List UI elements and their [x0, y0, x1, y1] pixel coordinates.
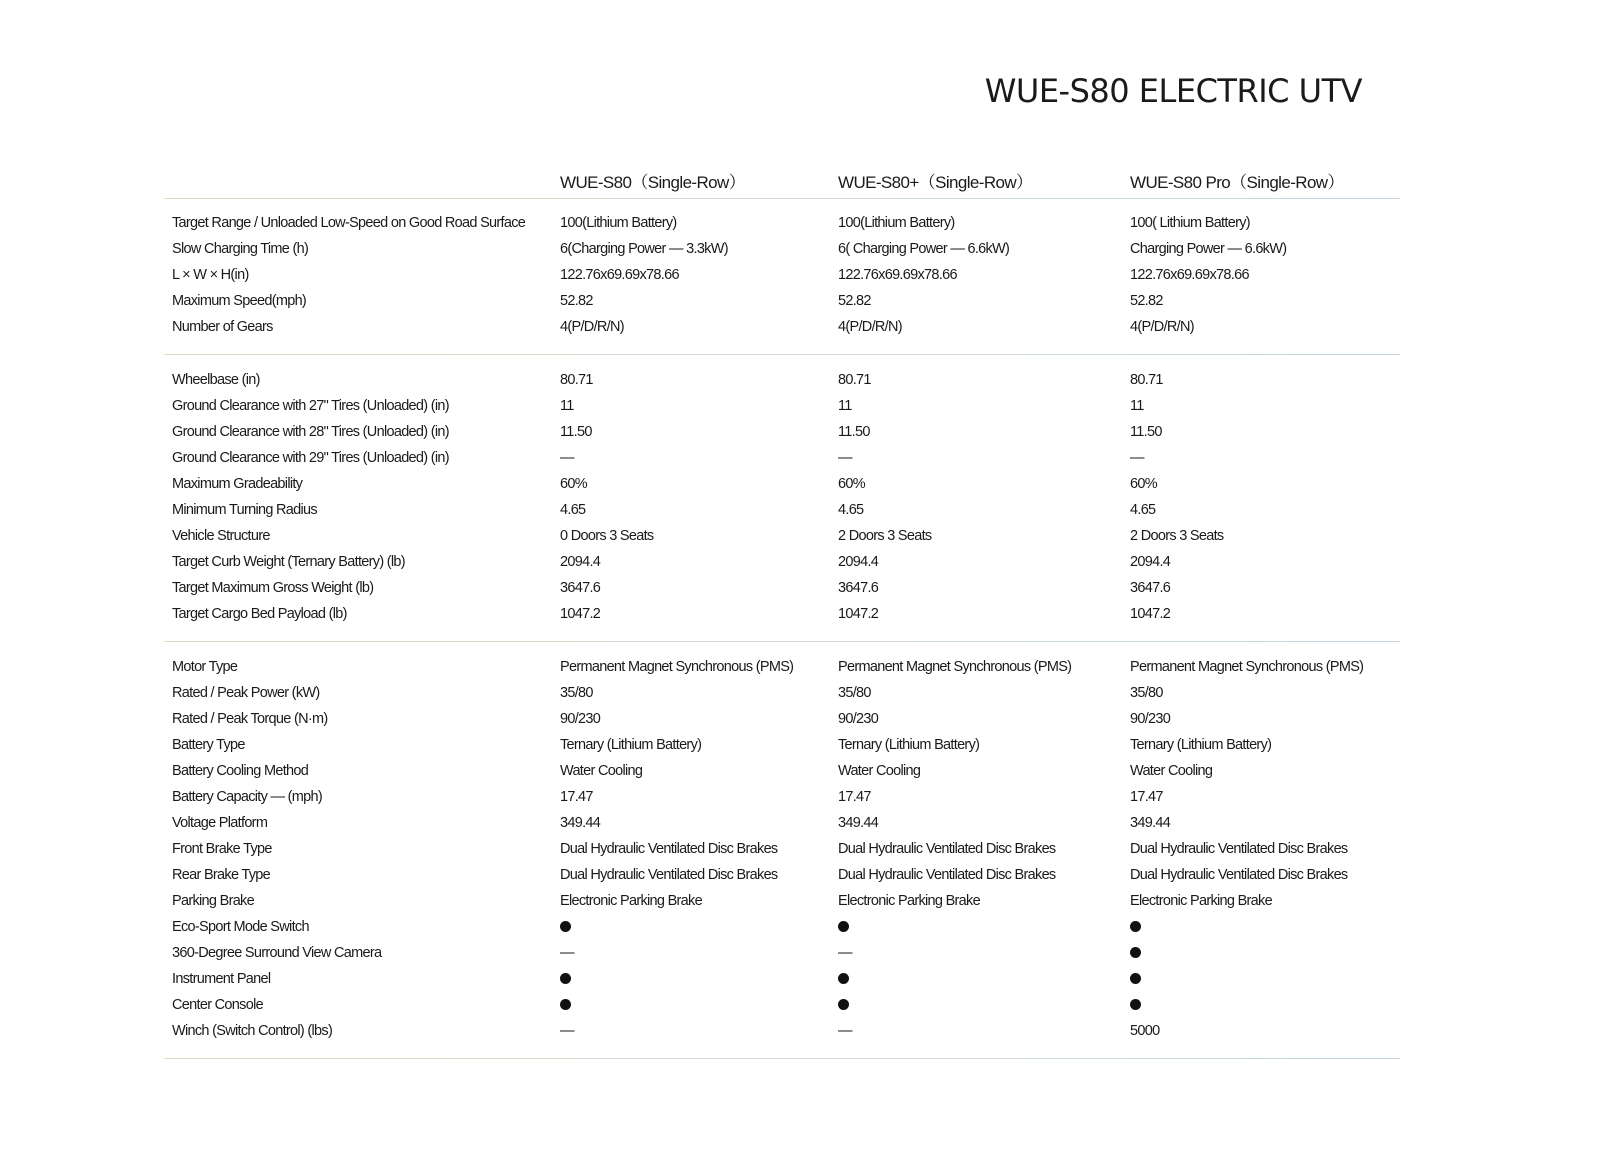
- spec-label: Target Range / Unloaded Low-Speed on Good Road Surface: [172, 215, 526, 231]
- spec-value: 6(Charging Power — 3.3kW): [560, 241, 728, 257]
- spec-value: Dual Hydraulic Ventilated Disc Brakes: [560, 867, 778, 883]
- spec-label: Parking Brake: [172, 893, 254, 909]
- spec-value: Ternary (Lithium Battery): [1130, 737, 1272, 753]
- spec-label: L × W × H(in): [172, 267, 249, 283]
- spec-label: Winch (Switch Control) (lbs): [172, 1023, 333, 1039]
- spec-value: 90/230: [1130, 711, 1171, 727]
- spec-value: Ternary (Lithium Battery): [838, 737, 980, 753]
- spec-value: 11.50: [838, 424, 870, 440]
- spec-value: Water Cooling: [1130, 763, 1213, 779]
- table-row: [168, 446, 1400, 472]
- table-row: [168, 394, 1400, 420]
- spec-value: 52.82: [1130, 293, 1163, 309]
- table-row: [168, 472, 1400, 498]
- spec-label: Number of Gears: [172, 319, 273, 335]
- spec-value: 4.65: [560, 502, 586, 518]
- table-row: [168, 289, 1400, 315]
- feature-dot-icon: [838, 999, 849, 1010]
- spec-value: Permanent Magnet Synchronous (PMS): [838, 659, 1072, 675]
- spec-section: [168, 642, 1400, 1058]
- spec-section: [168, 199, 1400, 354]
- spec-value: 80.71: [1130, 372, 1163, 388]
- spec-label: Battery Cooling Method: [172, 763, 309, 779]
- spec-label: Minimum Turning Radius: [172, 502, 317, 518]
- spec-label: Slow Charging Time (h): [172, 241, 309, 257]
- spec-value: Ternary (Lithium Battery): [560, 737, 702, 753]
- spec-label: Maximum Speed(mph): [172, 293, 307, 309]
- spec-value: 122.76x69.69x78.66: [560, 267, 679, 283]
- table-row: [168, 655, 1400, 681]
- table-row: [168, 211, 1400, 237]
- spec-label: Rated / Peak Power (kW): [172, 685, 320, 701]
- table-row: [168, 863, 1400, 889]
- spec-value: 122.76x69.69x78.66: [1130, 267, 1249, 283]
- spec-label: Rear Brake Type: [172, 867, 271, 883]
- spec-value: 349.44: [1130, 815, 1171, 831]
- spec-label: Target Cargo Bed Payload (lb): [172, 606, 347, 622]
- spec-value: 100( Lithium Battery): [1130, 215, 1250, 231]
- spec-value: Electronic Parking Brake: [1130, 893, 1272, 909]
- spec-value: Dual Hydraulic Ventilated Disc Brakes: [838, 841, 1056, 857]
- feature-dot-icon: [1130, 947, 1141, 958]
- spec-value: 52.82: [560, 293, 593, 309]
- spec-label: Instrument Panel: [172, 971, 271, 987]
- column-header-s80: WUE-S80（Single-Row）: [560, 173, 746, 192]
- spec-value: 90/230: [838, 711, 879, 727]
- table-row: [168, 967, 1400, 993]
- spec-value: 100(Lithium Battery): [560, 215, 677, 231]
- spec-value: [560, 970, 571, 989]
- spec-value: —: [838, 945, 852, 961]
- table-row: [168, 263, 1400, 289]
- table-row: [168, 524, 1400, 550]
- spec-value: 2094.4: [838, 554, 879, 570]
- spec-value: 80.71: [838, 372, 871, 388]
- spec-value: 4.65: [838, 502, 864, 518]
- table-row: [168, 733, 1400, 759]
- spec-value: [560, 918, 571, 937]
- spec-value: 17.47: [560, 789, 593, 805]
- spec-value: Dual Hydraulic Ventilated Disc Brakes: [1130, 841, 1348, 857]
- spec-label: Target Maximum Gross Weight (lb): [172, 580, 374, 596]
- spec-label: Front Brake Type: [172, 841, 272, 857]
- table-body: [168, 199, 1400, 1059]
- spec-value: [1130, 944, 1141, 963]
- spec-value: [1130, 996, 1141, 1015]
- spec-value: 35/80: [838, 685, 871, 701]
- table-row: [168, 889, 1400, 915]
- spec-value: 4(P/D/R/N): [838, 319, 902, 335]
- table-row: [168, 941, 1400, 967]
- spec-value: 4(P/D/R/N): [1130, 319, 1194, 335]
- column-header-s80-pro: WUE-S80 Pro（Single-Row）: [1130, 173, 1344, 192]
- spec-value: 349.44: [838, 815, 879, 831]
- spec-value: Permanent Magnet Synchronous (PMS): [560, 659, 794, 675]
- spec-value: Electronic Parking Brake: [838, 893, 980, 909]
- spec-label: Motor Type: [172, 659, 238, 675]
- spec-value: 17.47: [838, 789, 871, 805]
- table-row: [168, 837, 1400, 863]
- feature-dot-icon: [838, 973, 849, 984]
- spec-value: Permanent Magnet Synchronous (PMS): [1130, 659, 1364, 675]
- feature-dot-icon: [560, 999, 571, 1010]
- spec-value: 349.44: [560, 815, 601, 831]
- spec-label: Battery Capacity — (mph): [172, 789, 322, 805]
- table-row: [168, 993, 1400, 1019]
- table-row: [168, 681, 1400, 707]
- page-title: WUE-S80 ELECTRIC UTV: [984, 72, 1362, 110]
- feature-dot-icon: [1130, 973, 1141, 984]
- spec-value: 3647.6: [1130, 580, 1171, 596]
- table-row: [168, 1019, 1400, 1045]
- spec-value: [838, 918, 849, 937]
- spec-value: —: [838, 1023, 852, 1039]
- spec-label: 360-Degree Surround View Camera: [172, 945, 382, 961]
- feature-dot-icon: [1130, 999, 1141, 1010]
- spec-value: —: [560, 450, 574, 466]
- spec-label: Maximum Gradeability: [172, 476, 303, 492]
- spec-value: 4.65: [1130, 502, 1156, 518]
- spec-value: Water Cooling: [838, 763, 921, 779]
- spec-label: Ground Clearance with 27" Tires (Unloaded) (in): [172, 398, 449, 414]
- spec-value: 5000: [1130, 1023, 1160, 1039]
- spec-section: [168, 355, 1400, 641]
- spec-value: [1130, 918, 1141, 937]
- spec-value: 4(P/D/R/N): [560, 319, 624, 335]
- spec-value: 1047.2: [838, 606, 879, 622]
- spec-label: Battery Type: [172, 737, 245, 753]
- spec-value: 11.50: [1130, 424, 1162, 440]
- spec-value: 2 Doors 3 Seats: [1130, 528, 1224, 544]
- spec-value: 35/80: [560, 685, 593, 701]
- spec-value: 2 Doors 3 Seats: [838, 528, 932, 544]
- table-row: [168, 550, 1400, 576]
- spec-value: 17.47: [1130, 789, 1163, 805]
- spec-value: —: [560, 1023, 574, 1039]
- spec-label: Wheelbase (in): [172, 372, 260, 388]
- spec-table: [168, 160, 1400, 1059]
- spec-label: Target Curb Weight (Ternary Battery) (lb): [172, 554, 405, 570]
- table-row: [168, 811, 1400, 837]
- spec-value: 60%: [560, 476, 587, 492]
- spec-value: 90/230: [560, 711, 601, 727]
- feature-dot-icon: [1130, 921, 1141, 932]
- spec-value: [560, 996, 571, 1015]
- column-header-s80-plus: WUE-S80+（Single-Row）: [838, 173, 1033, 192]
- spec-value: 122.76x69.69x78.66: [838, 267, 957, 283]
- table-row: [168, 915, 1400, 941]
- spec-value: 35/80: [1130, 685, 1163, 701]
- table-row: [168, 368, 1400, 394]
- spec-value: 1047.2: [1130, 606, 1171, 622]
- table-row: [168, 785, 1400, 811]
- table-row: [168, 602, 1400, 628]
- spec-value: 11: [1130, 398, 1144, 414]
- spec-value: [838, 970, 849, 989]
- spec-value: 52.82: [838, 293, 871, 309]
- table-row: [168, 237, 1400, 263]
- spec-value: 80.71: [560, 372, 593, 388]
- spec-label: Voltage Platform: [172, 815, 268, 831]
- spec-value: Dual Hydraulic Ventilated Disc Brakes: [1130, 867, 1348, 883]
- spec-value: —: [560, 945, 574, 961]
- table-row: [168, 498, 1400, 524]
- spec-label: Ground Clearance with 29" Tires (Unloaded) (in): [172, 450, 449, 466]
- spec-value: 11: [838, 398, 852, 414]
- spec-label: Center Console: [172, 997, 263, 1013]
- feature-dot-icon: [560, 921, 571, 932]
- spec-value: 11: [560, 398, 574, 414]
- spec-label: Vehicle Structure: [172, 528, 270, 544]
- table-row: [168, 315, 1400, 341]
- spec-value: 100(Lithium Battery): [838, 215, 955, 231]
- spec-value: —: [838, 450, 852, 466]
- spec-value: 3647.6: [560, 580, 601, 596]
- spec-label: Rated / Peak Torque (N·m): [172, 711, 328, 727]
- spec-value: 3647.6: [838, 580, 879, 596]
- spec-value: 60%: [1130, 476, 1157, 492]
- spec-value: Dual Hydraulic Ventilated Disc Brakes: [838, 867, 1056, 883]
- spec-value: 0 Doors 3 Seats: [560, 528, 654, 544]
- spec-value: 2094.4: [560, 554, 601, 570]
- spec-label: Eco-Sport Mode Switch: [172, 919, 309, 935]
- spec-value: 6( Charging Power — 6.6kW): [838, 241, 1010, 257]
- spec-label: Ground Clearance with 28" Tires (Unloaded) (in): [172, 424, 449, 440]
- spec-value: [1130, 970, 1141, 989]
- table-header: [168, 160, 1400, 198]
- feature-dot-icon: [560, 973, 571, 984]
- table-row: [168, 759, 1400, 785]
- spec-value: Electronic Parking Brake: [560, 893, 702, 909]
- spec-value: Charging Power — 6.6kW): [1130, 241, 1287, 257]
- table-row: [168, 707, 1400, 733]
- spec-value: 11.50: [560, 424, 592, 440]
- spec-value: [838, 996, 849, 1015]
- spec-value: 1047.2: [560, 606, 601, 622]
- spec-value: Water Cooling: [560, 763, 643, 779]
- feature-dot-icon: [838, 921, 849, 932]
- divider: [164, 1058, 1400, 1059]
- spec-value: —: [1130, 450, 1144, 466]
- spec-value: 60%: [838, 476, 865, 492]
- table-row: [168, 420, 1400, 446]
- spec-value: Dual Hydraulic Ventilated Disc Brakes: [560, 841, 778, 857]
- spec-value: 2094.4: [1130, 554, 1171, 570]
- table-row: [168, 576, 1400, 602]
